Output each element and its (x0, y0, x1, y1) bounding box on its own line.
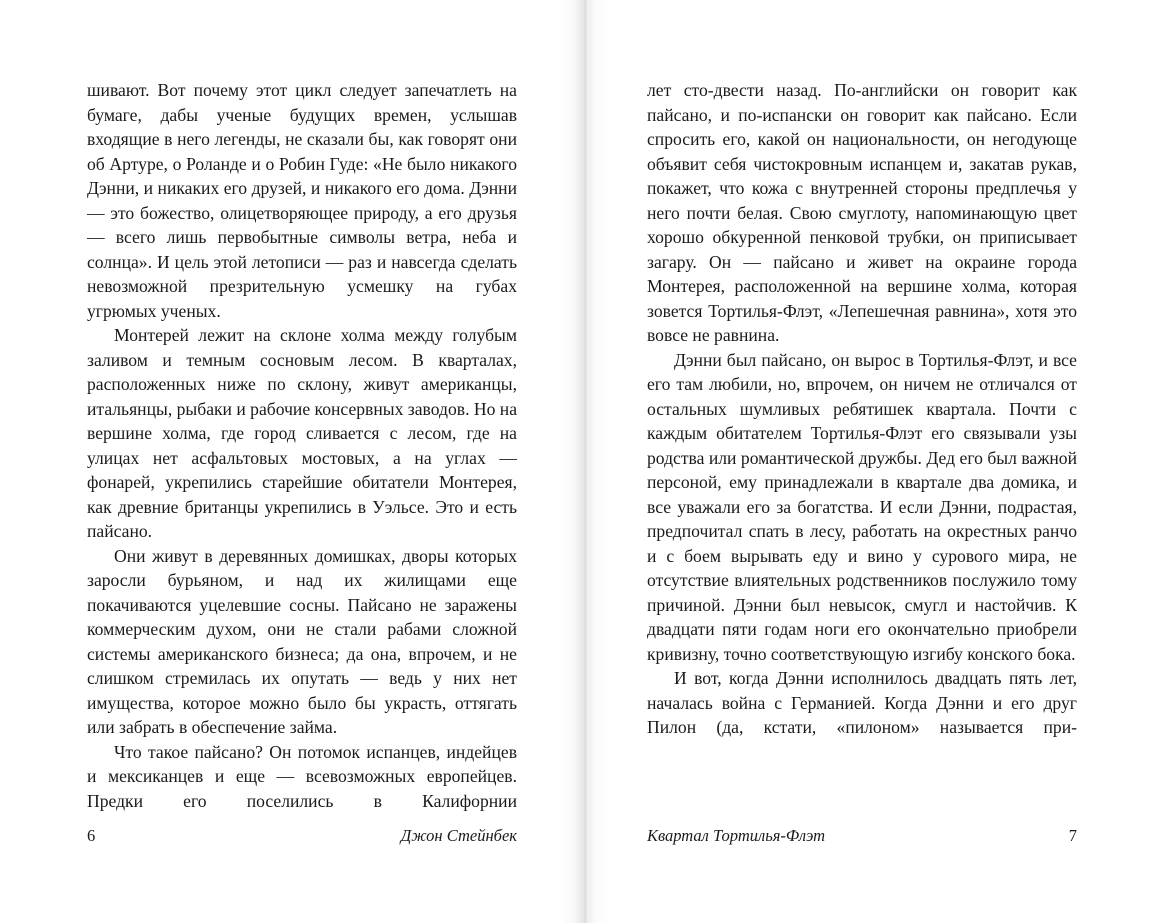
running-title: Квартал Тортилья-Флэт (647, 826, 826, 845)
paragraph: Дэнни был пайсано, он вырос в Тортилья-Флэт, и все его там любили, но, впрочем, он ничем не отличался от остальных шумливых ребятишек квартала. Почти с каждым обитателем Тортилья-Флэт его связывали узы родства или романтической дружбы. Дед его был важной персоной, ему принадлежали в квартале два домика, и все уважали его за богатства. И если Дэнни, подрастая, предпочитал спать в лесу, работать на окрестных ранчо и с боем вырывать еду и вино у сурового мира, не отсутствие влиятельных родственников послужило тому причиной. Дэнни был невысок, смугл и настойчив. К двадцати пяти годам ноги его окончательно приобрели кривизну, точно соответствующую изгибу конского бока. (647, 349, 1077, 664)
book-gutter-shadow (560, 0, 610, 923)
right-page-text (647, 78, 1077, 740)
page-number: 6 (87, 826, 96, 845)
paragraph: Что такое пайсано? Он потомок испанцев, индейцев и мексиканцев и еще — всевозможных европейцев. Предки его поселились в Калифорнии (87, 741, 517, 811)
paragraph: И вот, когда Дэнни исполнилось двадцать пять лет, началась война с Германией. Когда Дэнни и его друг Пилон (да, кстати, «пилоном» называется при- (647, 668, 1077, 737)
left-page-text (87, 78, 517, 813)
paragraph: шивают. Вот почему этот цикл следует запечатлеть на бумаге, дабы ученые будущих времен, услышав входящие в него легенды, не сказали бы, как говорят они об Артуре, о Роланде и о Робин Гуде: «Не было никакого Дэнни, и никаких его друзей, и никакого его дома. Дэнни — это божество, олицетворяющее природу, а его друзья — всего лишь первобытные символы ветра, неба и солнца». И цель этой летописи — раз и навсегда сделать невозможной презрительную усмешку на губах угрюмых ученых. (87, 80, 517, 321)
running-title: Джон Стейнбек (400, 826, 517, 845)
paragraph: Монтерей лежит на склоне холма между голубым заливом и темным сосновым лесом. В кварталах, расположенных ниже по склону, живут американцы, итальянцы, рыбаки и рабочие консервных заводов. Но на вершине холма, где город сливается с лесом, где на улицах нет асфальтовых мостовых, а на углах — фонарей, укрепились старейшие обитатели Монтерея, как древние британцы укрепились в Уэльсе. Это и есть пайсано. (87, 325, 517, 541)
paragraph: лет сто-двести назад. По-английски он говорит как пайсано, и по-испански он говорит как пайсано. Если спросить его, какой он национальности, он негодующе объявит себя чистокровным испанцем и, закатав рукав, покажет, что кожа с внутренней стороны предплечья у него почти белая. Свою смуглоту, напоминающую цвет хорошо обкуренной пенковой трубки, он приписывает загару. Он — пайсано и живет на окраине города Монтерея, расположенной на вершине холма, которая зовется Тортилья-Флэт, «Лепешечная равнина», хотя это вовсе не равнина. (647, 80, 1077, 345)
page-number: 7 (1068, 826, 1077, 845)
paragraph: Они живут в деревянных домишках, дворы которых заросли бурьяном, и над их жилищами еще покачиваются уцелевшие сосны. Пайсано не заражены коммерческим духом, они не стали рабами сложной системы американского бизнеса; да она, впрочем, и не слишком стремилась их опутать — ведь у них нет имущества, которое можно было бы украсть, оттягать или забрать в обеспечение займа. (87, 545, 517, 737)
